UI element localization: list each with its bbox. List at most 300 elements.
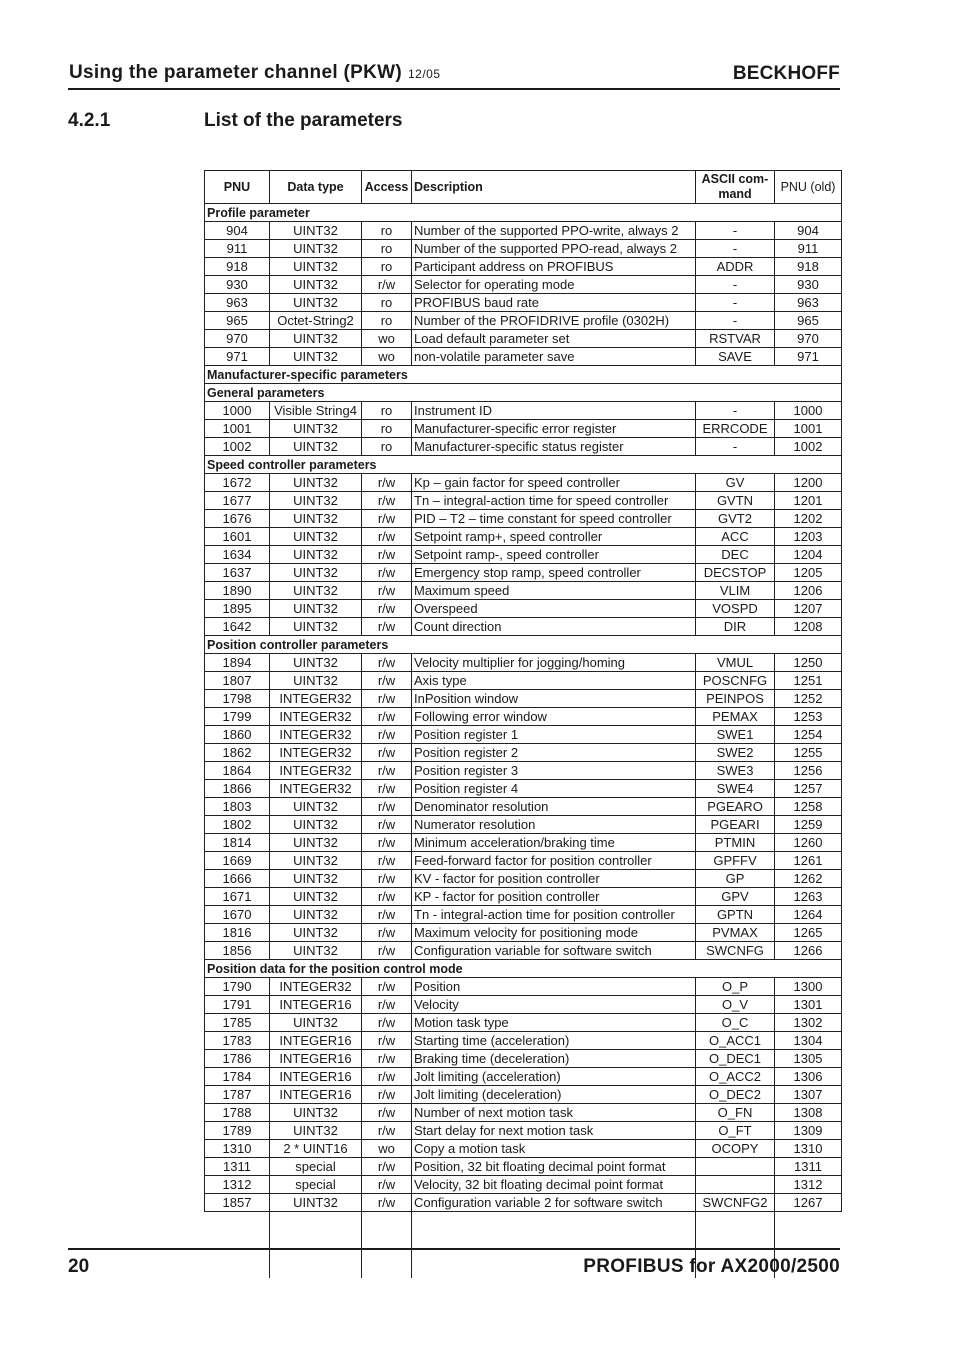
cell-pnu-old: 1300 xyxy=(775,978,842,996)
cell-description: Braking time (deceleration) xyxy=(412,1050,696,1068)
cell-access: r/w xyxy=(362,1194,412,1212)
cell-description: KP - factor for position controller xyxy=(412,888,696,906)
table-row xyxy=(205,780,842,798)
col-header-pnu: PNU xyxy=(205,171,270,204)
table-row xyxy=(205,492,842,510)
cell-data-type: special xyxy=(270,1158,362,1176)
cell-pnu: 965 xyxy=(205,312,270,330)
cell-ascii: - xyxy=(696,438,775,456)
cell-description: Kp – gain factor for speed controller xyxy=(412,474,696,492)
cell-pnu: 1798 xyxy=(205,690,270,708)
cell-pnu-old: 1312 xyxy=(775,1176,842,1194)
cell-description: Tn - integral-action time for position controller xyxy=(412,906,696,924)
cell-description: Axis type xyxy=(412,672,696,690)
cell-pnu: 971 xyxy=(205,348,270,366)
section-number: 4.2.1 xyxy=(68,110,111,131)
cell-ascii: O_ACC1 xyxy=(696,1032,775,1050)
cell-pnu-old: 911 xyxy=(775,240,842,258)
cell-data-type: UINT32 xyxy=(270,600,362,618)
cell-pnu: 1816 xyxy=(205,924,270,942)
cell-access: r/w xyxy=(362,510,412,528)
cell-ascii: GP xyxy=(696,870,775,888)
cell-data-type: UINT32 xyxy=(270,240,362,258)
table-row xyxy=(205,1176,842,1194)
cell-pnu: 930 xyxy=(205,276,270,294)
cell-pnu-old: 1310 xyxy=(775,1140,842,1158)
cell-data-type: UINT32 xyxy=(270,510,362,528)
cell-pnu-old: 1204 xyxy=(775,546,842,564)
cell-description: Start delay for next motion task xyxy=(412,1122,696,1140)
cell-pnu-old: 1255 xyxy=(775,744,842,762)
cell-ascii: SWE2 xyxy=(696,744,775,762)
cell-access: r/w xyxy=(362,1158,412,1176)
cell-pnu-old: 1256 xyxy=(775,762,842,780)
cell-pnu-old: 1262 xyxy=(775,870,842,888)
cell-pnu-old: 1308 xyxy=(775,1104,842,1122)
cell-pnu-old: 1266 xyxy=(775,942,842,960)
table-row xyxy=(205,618,842,636)
cell-pnu: 1642 xyxy=(205,618,270,636)
cell-description: Participant address on PROFIBUS xyxy=(412,258,696,276)
group-header-row xyxy=(205,384,842,402)
cell-pnu: 1788 xyxy=(205,1104,270,1122)
cell-pnu-old: 1264 xyxy=(775,906,842,924)
cell-description: InPosition window xyxy=(412,690,696,708)
cell-pnu: 1789 xyxy=(205,1122,270,1140)
cell-description: Numerator resolution xyxy=(412,816,696,834)
cell-pnu-old: 1257 xyxy=(775,780,842,798)
cell-pnu-old: 971 xyxy=(775,348,842,366)
cell-access: r/w xyxy=(362,1104,412,1122)
cell-data-type: UINT32 xyxy=(270,834,362,852)
table-row xyxy=(205,240,842,258)
cell-description: Jolt limiting (deceleration) xyxy=(412,1086,696,1104)
cell-pnu-old: 970 xyxy=(775,330,842,348)
cell-pnu-old: 1254 xyxy=(775,726,842,744)
cell-pnu: 1803 xyxy=(205,798,270,816)
cell-access: ro xyxy=(362,420,412,438)
cell-pnu: 1866 xyxy=(205,780,270,798)
cell-pnu-old: 1309 xyxy=(775,1122,842,1140)
cell-pnu-old: 1208 xyxy=(775,618,842,636)
cell-data-type: UINT32 xyxy=(270,1194,362,1212)
cell-pnu-old: 1260 xyxy=(775,834,842,852)
cell-pnu: 918 xyxy=(205,258,270,276)
cell-description: Motion task type xyxy=(412,1014,696,1032)
cell-data-type: UINT32 xyxy=(270,492,362,510)
cell-access: wo xyxy=(362,1140,412,1158)
header-title-text: Using the parameter channel (PKW) xyxy=(69,62,402,83)
table-row xyxy=(205,564,842,582)
group-title: Manufacturer-specific parameters xyxy=(205,366,842,384)
cell-description: Overspeed xyxy=(412,600,696,618)
cell-pnu: 1783 xyxy=(205,1032,270,1050)
cell-access: r/w xyxy=(362,1176,412,1194)
cell-access: r/w xyxy=(362,690,412,708)
empty-cell xyxy=(205,1212,270,1279)
cell-access: ro xyxy=(362,402,412,420)
cell-access: r/w xyxy=(362,618,412,636)
cell-ascii: - xyxy=(696,222,775,240)
cell-pnu-old: 1206 xyxy=(775,582,842,600)
group-title: Position data for the position control mode xyxy=(205,960,842,978)
cell-access: r/w xyxy=(362,654,412,672)
cell-description: Velocity xyxy=(412,996,696,1014)
group-title: General parameters xyxy=(205,384,842,402)
cell-pnu-old: 1306 xyxy=(775,1068,842,1086)
cell-ascii: RSTVAR xyxy=(696,330,775,348)
cell-ascii: GVT2 xyxy=(696,510,775,528)
header-date: 12/05 xyxy=(407,67,441,81)
table-row xyxy=(205,276,842,294)
cell-access: r/w xyxy=(362,942,412,960)
cell-data-type: UINT32 xyxy=(270,654,362,672)
cell-data-type: INTEGER16 xyxy=(270,1068,362,1086)
cell-pnu-old: 965 xyxy=(775,312,842,330)
footer-rule xyxy=(68,1248,840,1250)
cell-ascii: PEINPOS xyxy=(696,690,775,708)
cell-data-type: UINT32 xyxy=(270,870,362,888)
cell-pnu: 1802 xyxy=(205,816,270,834)
cell-access: ro xyxy=(362,222,412,240)
cell-access: r/w xyxy=(362,834,412,852)
cell-pnu-old: 1207 xyxy=(775,600,842,618)
page-number: 20 xyxy=(68,1256,90,1277)
cell-ascii: ACC xyxy=(696,528,775,546)
cell-data-type: INTEGER16 xyxy=(270,1050,362,1068)
cell-pnu-old: 1302 xyxy=(775,1014,842,1032)
cell-access: r/w xyxy=(362,762,412,780)
cell-access: r/w xyxy=(362,996,412,1014)
cell-access: r/w xyxy=(362,1086,412,1104)
cell-ascii: GPFFV xyxy=(696,852,775,870)
cell-data-type: INTEGER32 xyxy=(270,726,362,744)
cell-ascii: VMUL xyxy=(696,654,775,672)
table-row xyxy=(205,1122,842,1140)
cell-pnu-old: 1263 xyxy=(775,888,842,906)
table-row xyxy=(205,942,842,960)
cell-ascii: O_DEC1 xyxy=(696,1050,775,1068)
col-header-ascii: ASCII com-mand xyxy=(696,171,775,204)
cell-data-type: INTEGER32 xyxy=(270,690,362,708)
table-body xyxy=(205,204,842,1279)
cell-ascii: GPTN xyxy=(696,906,775,924)
group-header-row xyxy=(205,366,842,384)
cell-ascii: DEC xyxy=(696,546,775,564)
table-row xyxy=(205,438,842,456)
cell-data-type: UINT32 xyxy=(270,294,362,312)
cell-pnu-old: 1265 xyxy=(775,924,842,942)
table-row xyxy=(205,690,842,708)
table-row xyxy=(205,1158,842,1176)
cell-description: Position xyxy=(412,978,696,996)
cell-access: r/w xyxy=(362,1122,412,1140)
cell-data-type: INTEGER32 xyxy=(270,780,362,798)
table-row xyxy=(205,834,842,852)
cell-ascii: DECSTOP xyxy=(696,564,775,582)
cell-access: ro xyxy=(362,240,412,258)
cell-ascii: GPV xyxy=(696,888,775,906)
brand-logo: BECKHOFF xyxy=(732,63,840,84)
cell-data-type: INTEGER16 xyxy=(270,1086,362,1104)
cell-ascii: PGEARO xyxy=(696,798,775,816)
cell-ascii: ADDR xyxy=(696,258,775,276)
cell-access: r/w xyxy=(362,924,412,942)
cell-description: Manufacturer-specific error register xyxy=(412,420,696,438)
cell-pnu-old: 1250 xyxy=(775,654,842,672)
cell-pnu: 1791 xyxy=(205,996,270,1014)
cell-pnu-old: 1307 xyxy=(775,1086,842,1104)
cell-ascii: VLIM xyxy=(696,582,775,600)
cell-pnu-old: 1203 xyxy=(775,528,842,546)
table-row xyxy=(205,528,842,546)
table-header-row xyxy=(205,171,842,204)
cell-pnu: 1672 xyxy=(205,474,270,492)
group-header-row xyxy=(205,456,842,474)
cell-description: Instrument ID xyxy=(412,402,696,420)
cell-access: r/w xyxy=(362,474,412,492)
cell-ascii: GV xyxy=(696,474,775,492)
page-header xyxy=(68,62,840,90)
cell-description: Number of the PROFIDRIVE profile (0302H) xyxy=(412,312,696,330)
cell-ascii: SAVE xyxy=(696,348,775,366)
cell-data-type: UINT32 xyxy=(270,852,362,870)
cell-description: Setpoint ramp+, speed controller xyxy=(412,528,696,546)
cell-data-type: UINT32 xyxy=(270,330,362,348)
cell-access: r/w xyxy=(362,888,412,906)
cell-pnu-old: 1261 xyxy=(775,852,842,870)
cell-pnu-old: 1001 xyxy=(775,420,842,438)
cell-pnu: 1856 xyxy=(205,942,270,960)
cell-pnu: 1785 xyxy=(205,1014,270,1032)
cell-data-type: UINT32 xyxy=(270,438,362,456)
group-title: Profile parameter xyxy=(205,204,842,222)
section-title: List of the parameters xyxy=(204,110,403,131)
cell-pnu: 911 xyxy=(205,240,270,258)
cell-data-type: UINT32 xyxy=(270,1122,362,1140)
cell-ascii: PEMAX xyxy=(696,708,775,726)
table-row xyxy=(205,816,842,834)
table-row xyxy=(205,654,842,672)
cell-ascii: - xyxy=(696,276,775,294)
cell-pnu: 1310 xyxy=(205,1140,270,1158)
cell-access: ro xyxy=(362,312,412,330)
cell-pnu-old: 1251 xyxy=(775,672,842,690)
table-row xyxy=(205,1014,842,1032)
cell-pnu: 1677 xyxy=(205,492,270,510)
cell-access: r/w xyxy=(362,780,412,798)
table-row xyxy=(205,402,842,420)
cell-description: Minimum acceleration/braking time xyxy=(412,834,696,852)
cell-pnu: 1860 xyxy=(205,726,270,744)
cell-data-type: UINT32 xyxy=(270,222,362,240)
cell-access: r/w xyxy=(362,1068,412,1086)
cell-pnu: 1001 xyxy=(205,420,270,438)
cell-pnu: 1799 xyxy=(205,708,270,726)
cell-data-type: UINT32 xyxy=(270,798,362,816)
cell-description: PROFIBUS baud rate xyxy=(412,294,696,312)
cell-access: r/w xyxy=(362,1050,412,1068)
cell-access: ro xyxy=(362,294,412,312)
table-row xyxy=(205,1050,842,1068)
cell-ascii: ERRCODE xyxy=(696,420,775,438)
cell-access: wo xyxy=(362,330,412,348)
cell-description: Configuration variable for software switch xyxy=(412,942,696,960)
col-header-description: Description xyxy=(412,171,696,204)
cell-access: r/w xyxy=(362,744,412,762)
cell-access: r/w xyxy=(362,276,412,294)
cell-data-type: UINT32 xyxy=(270,816,362,834)
group-title: Speed controller parameters xyxy=(205,456,842,474)
cell-pnu: 1857 xyxy=(205,1194,270,1212)
cell-ascii: PVMAX xyxy=(696,924,775,942)
cell-pnu-old: 1002 xyxy=(775,438,842,456)
cell-pnu-old: 1301 xyxy=(775,996,842,1014)
cell-data-type: INTEGER16 xyxy=(270,1032,362,1050)
cell-data-type: UINT32 xyxy=(270,888,362,906)
table-row xyxy=(205,906,842,924)
cell-pnu: 1669 xyxy=(205,852,270,870)
cell-description: Load default parameter set xyxy=(412,330,696,348)
table-row xyxy=(205,1194,842,1212)
cell-access: r/w xyxy=(362,978,412,996)
table-row xyxy=(205,852,842,870)
table-row xyxy=(205,600,842,618)
cell-data-type: UINT32 xyxy=(270,564,362,582)
cell-access: r/w xyxy=(362,582,412,600)
col-header-data-type: Data type xyxy=(270,171,362,204)
cell-description: Velocity multiplier for jogging/homing xyxy=(412,654,696,672)
table-row xyxy=(205,762,842,780)
cell-pnu-old: 963 xyxy=(775,294,842,312)
cell-ascii xyxy=(696,1176,775,1194)
cell-access: r/w xyxy=(362,726,412,744)
table-row xyxy=(205,1086,842,1104)
cell-description: Velocity, 32 bit floating decimal point format xyxy=(412,1176,696,1194)
col-header-access: Access xyxy=(362,171,412,204)
cell-pnu: 1311 xyxy=(205,1158,270,1176)
cell-access: r/w xyxy=(362,906,412,924)
cell-description: Configuration variable 2 for software switch xyxy=(412,1194,696,1212)
cell-pnu: 1634 xyxy=(205,546,270,564)
cell-ascii: OCOPY xyxy=(696,1140,775,1158)
cell-description: Position register 4 xyxy=(412,780,696,798)
cell-access: r/w xyxy=(362,672,412,690)
cell-data-type: UINT32 xyxy=(270,924,362,942)
cell-pnu-old: 930 xyxy=(775,276,842,294)
cell-pnu: 1666 xyxy=(205,870,270,888)
cell-access: r/w xyxy=(362,600,412,618)
cell-ascii: O_V xyxy=(696,996,775,1014)
cell-ascii xyxy=(696,1158,775,1176)
cell-description: Number of next motion task xyxy=(412,1104,696,1122)
cell-data-type: UINT32 xyxy=(270,348,362,366)
cell-pnu-old: 1259 xyxy=(775,816,842,834)
cell-pnu-old: 1202 xyxy=(775,510,842,528)
cell-description: Denominator resolution xyxy=(412,798,696,816)
cell-description: Feed-forward factor for position controller xyxy=(412,852,696,870)
cell-ascii: O_C xyxy=(696,1014,775,1032)
cell-data-type: UINT32 xyxy=(270,474,362,492)
table-row xyxy=(205,726,842,744)
cell-description: Manufacturer-specific status register xyxy=(412,438,696,456)
cell-pnu: 1890 xyxy=(205,582,270,600)
table-row xyxy=(205,888,842,906)
cell-pnu: 1894 xyxy=(205,654,270,672)
cell-pnu: 1312 xyxy=(205,1176,270,1194)
cell-pnu-old: 904 xyxy=(775,222,842,240)
cell-description: Following error window xyxy=(412,708,696,726)
cell-description: Count direction xyxy=(412,618,696,636)
cell-pnu: 963 xyxy=(205,294,270,312)
empty-cell xyxy=(270,1212,362,1279)
cell-data-type: UINT32 xyxy=(270,672,362,690)
cell-access: r/w xyxy=(362,816,412,834)
cell-pnu: 970 xyxy=(205,330,270,348)
cell-pnu: 1862 xyxy=(205,744,270,762)
cell-data-type: 2 * UINT16 xyxy=(270,1140,362,1158)
cell-data-type: UINT32 xyxy=(270,582,362,600)
cell-ascii: SWE4 xyxy=(696,780,775,798)
cell-pnu: 1814 xyxy=(205,834,270,852)
cell-access: r/w xyxy=(362,870,412,888)
cell-data-type: UINT32 xyxy=(270,906,362,924)
cell-data-type: INTEGER16 xyxy=(270,996,362,1014)
table-row xyxy=(205,510,842,528)
table-row xyxy=(205,672,842,690)
cell-description: Position register 2 xyxy=(412,744,696,762)
table-row xyxy=(205,978,842,996)
table-row xyxy=(205,474,842,492)
cell-data-type: UINT32 xyxy=(270,528,362,546)
cell-data-type: INTEGER32 xyxy=(270,744,362,762)
cell-description: Selector for operating mode xyxy=(412,276,696,294)
cell-description: Emergency stop ramp, speed controller xyxy=(412,564,696,582)
cell-ascii: - xyxy=(696,312,775,330)
table-row xyxy=(205,798,842,816)
cell-ascii: DIR xyxy=(696,618,775,636)
table-row xyxy=(205,1032,842,1050)
cell-description: Maximum velocity for positioning mode xyxy=(412,924,696,942)
cell-access: r/w xyxy=(362,1014,412,1032)
cell-pnu: 1807 xyxy=(205,672,270,690)
cell-data-type: INTEGER32 xyxy=(270,708,362,726)
cell-data-type: Visible String4 xyxy=(270,402,362,420)
cell-data-type: UINT32 xyxy=(270,258,362,276)
cell-pnu: 1670 xyxy=(205,906,270,924)
cell-ascii: PTMIN xyxy=(696,834,775,852)
table-row xyxy=(205,546,842,564)
cell-ascii: VOSPD xyxy=(696,600,775,618)
footer-title: PROFIBUS for AX2000/2500 xyxy=(583,1256,840,1277)
table-row xyxy=(205,420,842,438)
cell-access: ro xyxy=(362,258,412,276)
cell-ascii: - xyxy=(696,240,775,258)
cell-ascii: O_P xyxy=(696,978,775,996)
cell-data-type: UINT32 xyxy=(270,1014,362,1032)
table-row xyxy=(205,924,842,942)
cell-access: r/w xyxy=(362,564,412,582)
cell-access: r/w xyxy=(362,528,412,546)
cell-data-type: INTEGER32 xyxy=(270,978,362,996)
cell-description: Jolt limiting (acceleration) xyxy=(412,1068,696,1086)
cell-pnu-old: 1311 xyxy=(775,1158,842,1176)
cell-data-type: INTEGER32 xyxy=(270,762,362,780)
table-row xyxy=(205,1104,842,1122)
cell-pnu: 1671 xyxy=(205,888,270,906)
cell-pnu-old: 1000 xyxy=(775,402,842,420)
cell-ascii: O_FN xyxy=(696,1104,775,1122)
